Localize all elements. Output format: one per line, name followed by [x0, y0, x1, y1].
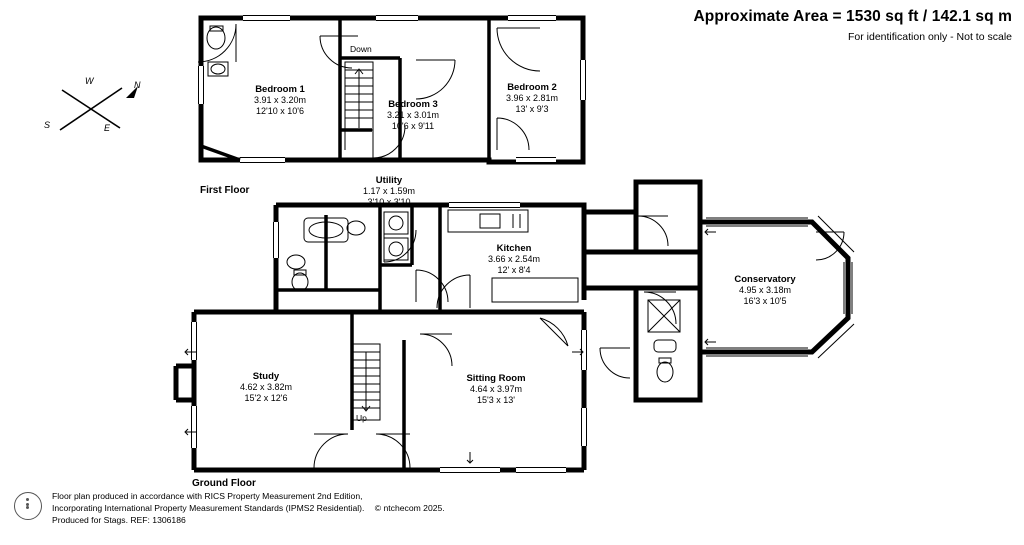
stairs-down-label: Down: [350, 44, 372, 54]
approximate-area-title: Approximate Area = 1530 sq ft / 142.1 sq m: [693, 8, 1012, 25]
room-label-bedroom1: Bedroom 1 3.91 x 3.20m 12'10 x 10'6: [253, 84, 307, 116]
ground-floor-bay: [176, 366, 194, 400]
ground-floor-hall-block: [636, 182, 700, 400]
room-label-bedroom2: Bedroom 2 3.96 x 2.81m 13' x 9'3: [505, 82, 559, 114]
footer-line-3: Produced for Stags. REF: 1306186: [52, 515, 186, 526]
info-icon: [14, 492, 42, 520]
ground-floor-corridor: [584, 212, 636, 288]
footer-copyright: © ntchecom 2025.: [374, 503, 445, 514]
ground-floor-label: Ground Floor: [192, 478, 256, 489]
room-label-kitchen: Kitchen 3.66 x 2.54m 12' x 8'4: [487, 243, 541, 275]
room-label-conservatory: Conservatory 4.95 x 3.18m 16'3 x 10'5: [734, 274, 796, 306]
ground-floor-door-swings: [314, 216, 844, 468]
room-label-utility: Utility 1.17 x 1.59m 3'10 x 3'10: [362, 175, 416, 207]
compass-label-n: N: [134, 80, 141, 90]
utility-appliances: [384, 212, 408, 260]
identification-note: For identification only - Not to scale: [848, 31, 1012, 43]
footer-line-2: Incorporating International Property Measurement Standards (IPMS2 Residential).: [52, 503, 365, 514]
room-label-sitting-room: Sitting Room 4.64 x 3.97m 15'3 x 13': [466, 373, 526, 405]
stairs-up-label: Up: [356, 413, 367, 423]
room-label-study: Study 4.62 x 3.82m 15'2 x 12'6: [239, 371, 293, 403]
ground-floor-staircase: [352, 344, 380, 420]
compass-label-s: S: [44, 120, 51, 130]
compass-label-w: W: [85, 76, 94, 86]
first-floor-label: First Floor: [200, 185, 250, 196]
footer-disclaimer: [52, 490, 445, 527]
compass-label-e: E: [104, 123, 111, 133]
footer-line-2-wrap: [52, 502, 445, 514]
footer-line-1: Floor plan produced in accordance with RICS Property Measurement 2nd Edition,: [52, 491, 363, 501]
compass-rose: [42, 68, 152, 148]
first-floor-partitions: [340, 18, 489, 162]
room-label-bedroom3: Bedroom 3 3.21 x 3.01m 10'6 x 9'11: [386, 99, 440, 131]
wc-fixtures: [648, 300, 680, 382]
